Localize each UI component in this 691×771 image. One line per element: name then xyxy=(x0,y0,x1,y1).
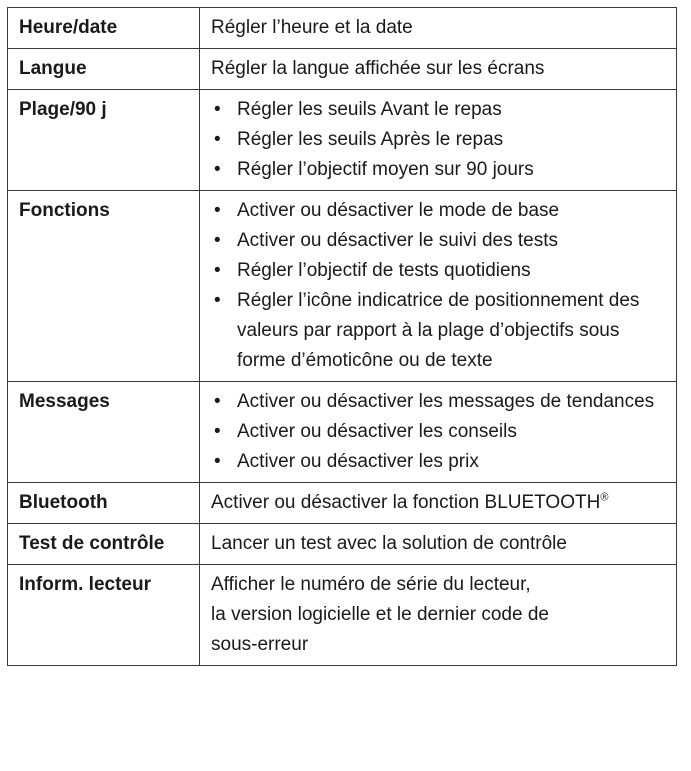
row-description xyxy=(200,90,677,191)
description-line: Afficher le numéro de série du lecteur, xyxy=(211,574,531,595)
bullet-item: • Activer ou désactiver le mode de base xyxy=(211,196,666,226)
row-description: Lancer un test avec la solution de contrôle xyxy=(200,524,677,565)
bullet-item: • Régler l’objectif de tests quotidiens xyxy=(211,256,666,286)
table-row xyxy=(8,382,677,483)
row-description xyxy=(200,191,677,382)
table-row xyxy=(8,90,677,191)
bullet-item: • Activer ou désactiver les prix xyxy=(211,447,666,477)
bullet-item: • Régler l’objectif moyen sur 90 jours xyxy=(211,155,666,185)
table-row xyxy=(8,8,677,49)
bullet-item: • Régler l’icône indicatrice de positionnement des valeurs par rapport à la plage d’objectifs sous forme d’émoticône ou de texte xyxy=(211,286,666,376)
table-row xyxy=(8,191,677,382)
row-description: Régler la langue affichée sur les écrans xyxy=(200,49,677,90)
bullet-item: • Activer ou désactiver les conseils xyxy=(211,417,666,447)
row-label: Langue xyxy=(8,49,200,90)
bullet-list xyxy=(211,387,666,477)
table-row xyxy=(8,524,677,565)
row-description xyxy=(200,483,677,524)
row-label: Fonctions xyxy=(8,191,200,382)
row-label: Messages xyxy=(8,382,200,483)
bullet-list xyxy=(211,95,666,185)
row-description xyxy=(200,565,677,666)
table-row xyxy=(8,565,677,666)
bullet-list xyxy=(211,196,666,376)
row-label: Bluetooth xyxy=(8,483,200,524)
registered-mark: ® xyxy=(600,491,609,504)
table-row xyxy=(8,49,677,90)
row-label: Inform. lecteur xyxy=(8,565,200,666)
row-description-text: Activer ou désactiver la fonction BLUETOOTH xyxy=(211,492,601,513)
bullet-item: • Régler les seuils Après le repas xyxy=(211,125,666,155)
row-label: Test de contrôle xyxy=(8,524,200,565)
table-row xyxy=(8,483,677,524)
row-label: Plage/90 j xyxy=(8,90,200,191)
bullet-item: • Régler les seuils Avant le repas xyxy=(211,95,666,125)
bullet-item: • Activer ou désactiver les messages de tendances xyxy=(211,387,666,417)
row-description: Régler l’heure et la date xyxy=(200,8,677,49)
bullet-item: • Activer ou désactiver le suivi des tests xyxy=(211,226,666,256)
row-description xyxy=(200,382,677,483)
description-line: sous-erreur xyxy=(211,634,309,655)
row-label: Heure/date xyxy=(8,8,200,49)
description-line: la version logicielle et le dernier code de xyxy=(211,604,549,625)
settings-table xyxy=(7,7,677,666)
